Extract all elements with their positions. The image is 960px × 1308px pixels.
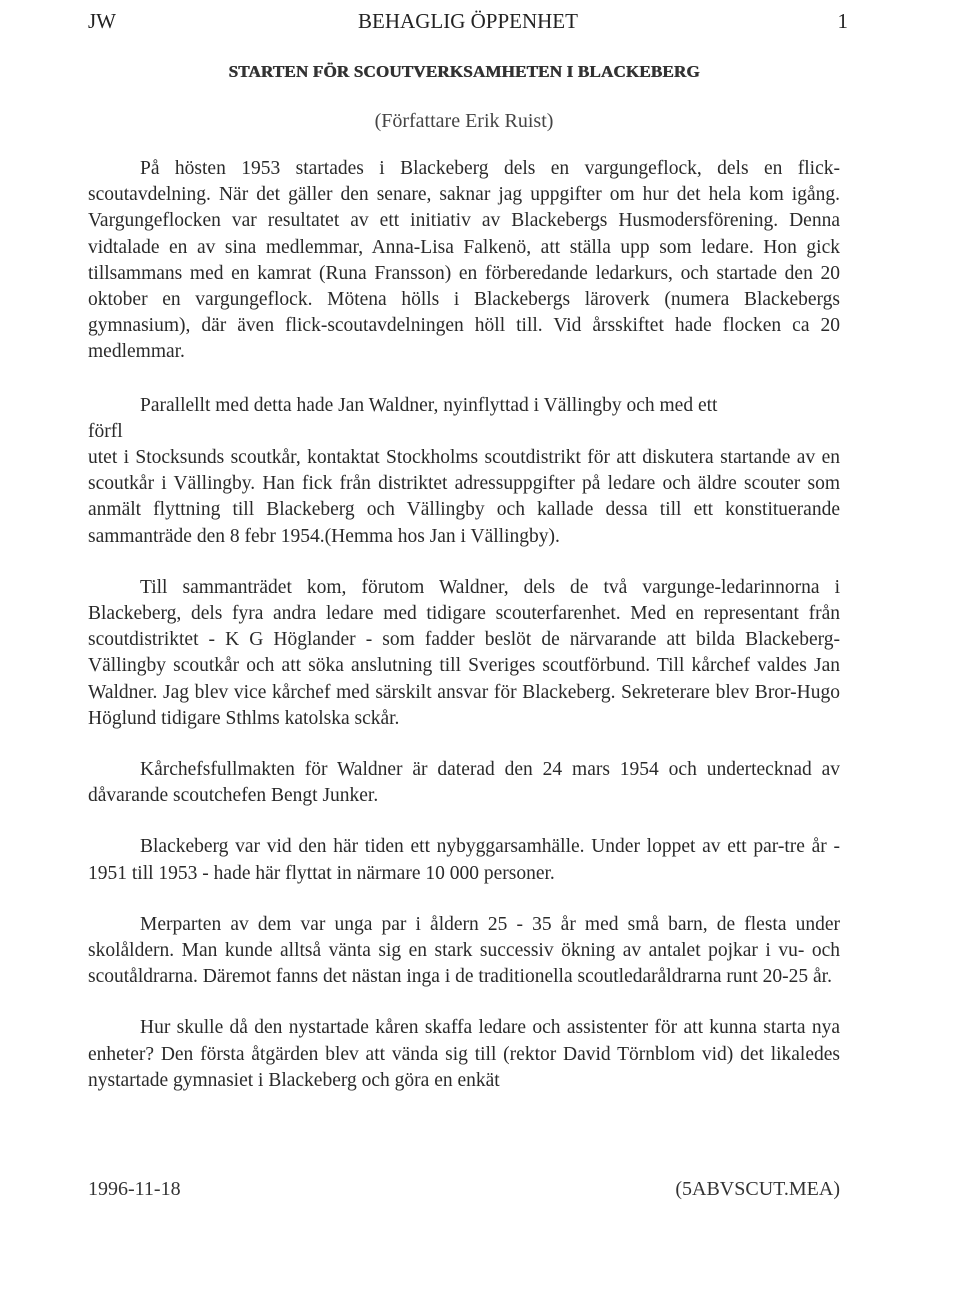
author-line: (Författare Erik Ruist) [374, 110, 554, 132]
paragraph-3: Till sammanträdet kom, förutom Waldner, dels de två vargunge-ledarinnorna i Blackeberg, dels fyra andra ledare med tidigare scouterfarenhet. Med en representant från scoutdistriktet - K G Höglander - som fadder beslöt de närvarande att bilda Blackeberg-Vällingby scoutkår och att söka anslutning till Sveriges scoutförbund. Till kårchef valdes Jan Waldner. Jag blev vice kårchef med särskilt ansvar för Blackeberg. Sekreterare blev Bror-Hugo Höglund tidigare Sthlms katolska sckår. [88, 576, 840, 729]
footer-filename: (5ABVSCUT.MEA) [675, 1178, 840, 1200]
paragraph-2-rest: utet i Stocksunds scoutkår, kontaktat Stockholms scoutdistrikt för att diskutera startande av en scoutkår i Vällingby. Han fick från distriktet adressuppgifter på ledare och äldre scouter som anmält flyttning till Blackeberg och Vällingby och kallade dessa till ett konstituerande sammanträde den 8 febr 1954.(Hemma hos Jan i Vällingby). [88, 447, 840, 547]
paragraph-7: Hur skulle då den nystartade kåren skaffa ledare och assistenter för att kunna starta nya enheter? Den första åtgärden blev att vända sig till (rektor David Törnblom vid) det likaledes nystartade gymnasiet i Blackeberg och göra en enkät [88, 1017, 840, 1091]
paragraph-6: Merparten av dem var unga par i åldern 25 - 35 år med små barn, de flesta under skolåldern. Man kunde alltså vänta sig en stark successiv ökning av antalet pojkar i vu- och scoutåldrarna. Däremot fanns det nästan inga i de traditionella scoutledaråldrarna runt 20-25 år. [88, 913, 840, 988]
page-header [88, 6, 848, 36]
header-title: BEHAGLIG ÖPPENHET [358, 9, 578, 33]
page-number: 1 [837, 9, 848, 33]
page-footer [88, 1178, 840, 1206]
footer-date: 1996-11-18 [88, 1178, 181, 1200]
paragraph-5: Blackeberg var vid den här tiden ett nybyggarsamhälle. Under loppet av ett par-tre år - 1951 till 1953 - hade här flyttat in närmare 10 000 personer. [88, 836, 840, 884]
document-body [88, 156, 840, 1119]
paragraph-1: På hösten 1953 startades i Blackeberg dels en vargungeflock, dels en flick-scoutavdelning. När det gäller den senare, saknar jag uppgifter om hur det hela kom igång. Vargungeflocken var resultatet av ett initiativ av Blackebergs Husmodersförening. Denna vidtalade en av sina medlemmar, Anna-Lisa Falkenö, att ställa upp som ledare. Hon gick tillsammans med en kamrat (Runa Fransson) en förberedande ledarkurs, och startade den 20 oktober en vargungeflock. Mötena hölls i Blackebergs läroverk (numera Blackebergs gymnasium), där även flick-scoutavdelningen höll till. Vid årsskiftet hade flocken ca 20 medlemmar. [88, 158, 840, 363]
paragraph-2-fragment: förfl [88, 420, 123, 442]
header-initials: JW [88, 9, 116, 33]
paragraph-2 [88, 393, 840, 550]
paragraph-4: Kårchefsfullmakten för Waldner är daterad den 24 mars 1954 och undertecknad av dåvarande scoutchefen Bengt Junker. [88, 759, 840, 807]
document-title: STARTEN FÖR SCOUTVERKSAMHETEN I BLACKEBERG [228, 62, 700, 81]
paragraph-2-line-1: Parallellt med detta hade Jan Waldner, nyinflyttad i Vällingby och med ett [140, 394, 718, 416]
